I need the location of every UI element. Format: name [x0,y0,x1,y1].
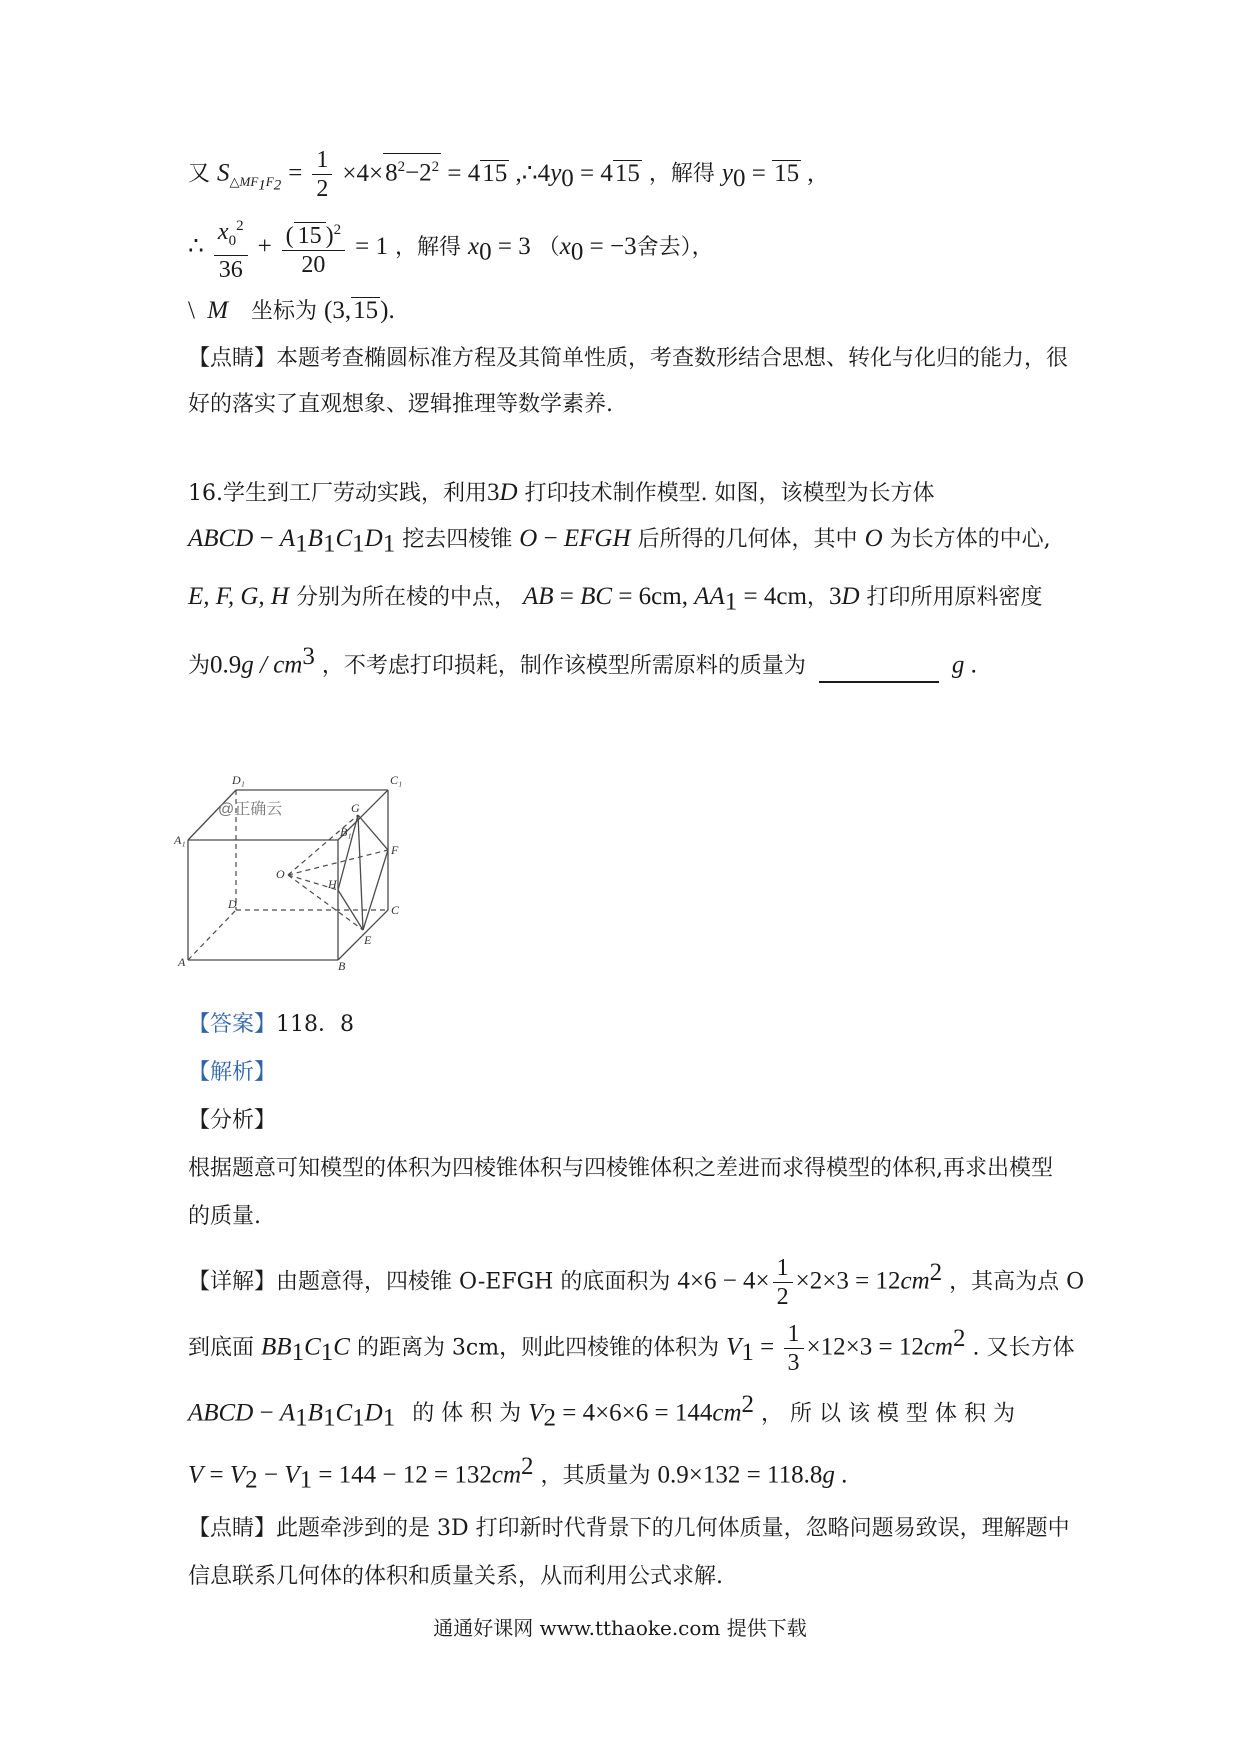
fraction-half: $\frac{1}{2}$ [312,146,332,203]
dianjing-1-line-1: 【点睛】本题考查椭圆标准方程及其简单性质，考查数形结合思想、转化与化归的能力，很 [188,346,1069,371]
watermark-text: @正确云 [218,801,283,818]
fenxi-label: 【分析】 [188,1108,277,1133]
question-16-line-3: E, F, G, H 分别为所在棱的中点， AB = BC = 6cm, $AA_1 = 4cm$，3D 打印所用原料密度 [188,583,1043,616]
label-D1: D₁ [232,773,245,787]
xiangjie-line-1: 【详解】由题意得，四棱锥 O-EFGH 的底面积为 4×6 − 4× $\frac{1}{2}$ $\times 2\times 3 = 12cm^2$ ，其高为点 O [188,1255,1085,1310]
label-C1: C₁ [390,773,403,787]
question-16-line-4: 为$0.9g / cm^3$ ，不考虑打印损耗，制作该模型所需原料的质量为 g . [188,640,1068,683]
label-C: C [391,903,400,917]
answer-value: 118．8 [276,1012,355,1037]
label-E: E [364,933,372,947]
equation-line-ellipse: ∴ $\frac{x_0^2}{36}$ + $\frac{( 15 )^2}{20}$ = 1 ，解得 $x_0 = 3$ （$x_0 = -3$舍去）， [188,212,1068,284]
answer-label: 【答案】 [188,1012,277,1037]
label-O: O [276,867,285,881]
answer-line [188,1008,1068,1042]
label-B: B [338,959,346,973]
fenxi-text-2: 的质量. [188,1204,261,1229]
label-H: H [328,877,337,891]
dianjing-2-line-1: 【点睛】此题牵涉到的是 3D 打印新时代背景下的几何体质量，忽略问题易致误，理解题中 [188,1516,1070,1541]
label-D: D [228,897,237,911]
jiexi-label: 【解析】 [188,1060,277,1085]
coordinate-line: \ M 坐标为 (3,15). [188,297,395,324]
cuboid-figure [174,770,468,973]
xiangjie-line-2: 到底面 $BB_1C_1C$ 的距离为 3cm，则此四棱锥的体积为 $V_1$ = $\frac{1}{3}$ $\times 12\times 3 = 12cm^2$ . 又长方体 [188,1321,1075,1376]
xiangjie-line-3: ABCD − $A_1B_1C_1D_1$ 的 体 积 为 $V_2 = 4\times 6\times 6 = 144cm^2$ ， 所 以 该 模 型 体 积 为 [188,1391,1015,1432]
footer-download-note: 通通好课网 www.tthaoke.com 提供下载 [433,1616,807,1640]
answer-blank [819,657,939,683]
question-16-line-1: 16.学生到工厂劳动实践，利用3D 打印技术制作模型. 如图，该模型为长方体 [188,479,935,506]
label-F: F [391,843,399,857]
label-G: G [351,801,360,815]
fraction-sqrt15: $\frac{( 15 )^2}{20}$ [282,216,346,279]
question-16-line-2: ABCD − $A_1B_1C_1D_1$ 挖去四棱锥 O − EFGH 后所得的几何体，其中 O 为长方体的中心, [188,525,1051,558]
fraction-x0: $\frac{x_0^2}{36}$ [214,212,248,284]
text-you: 又 [188,161,211,187]
label-A1: A₁ [174,833,186,847]
label-B1: B₁ [340,825,352,839]
fenxi-text-1: 根据题意可知模型的体积为四棱锥体积与四棱锥体积之差进而求得模型的体积,再求出模型 [188,1156,1053,1181]
label-A: A [178,955,186,969]
dianjing-1-line-2: 好的落实了直观想象、逻辑推理等数学素养. [188,392,613,417]
xiangjie-line-4: $V = V_2 - V_1 = 144 - 12 = 132cm^2$ ，其质量为 0.9×132 = 118.8g . [188,1453,848,1494]
dianjing-2-line-2: 信息联系几何体的体积和质量关系，从而利用公式求解. [188,1564,723,1589]
equation-line-area: 又 $S_{\triangle MF_1F_2}$ = $\frac{1}{2}$ $\times 4\times 8^2-2^2 = 415$ $,\therefore 4y_0 = 415$ ，解得 $y_0 = 15$ , [188,147,814,202]
